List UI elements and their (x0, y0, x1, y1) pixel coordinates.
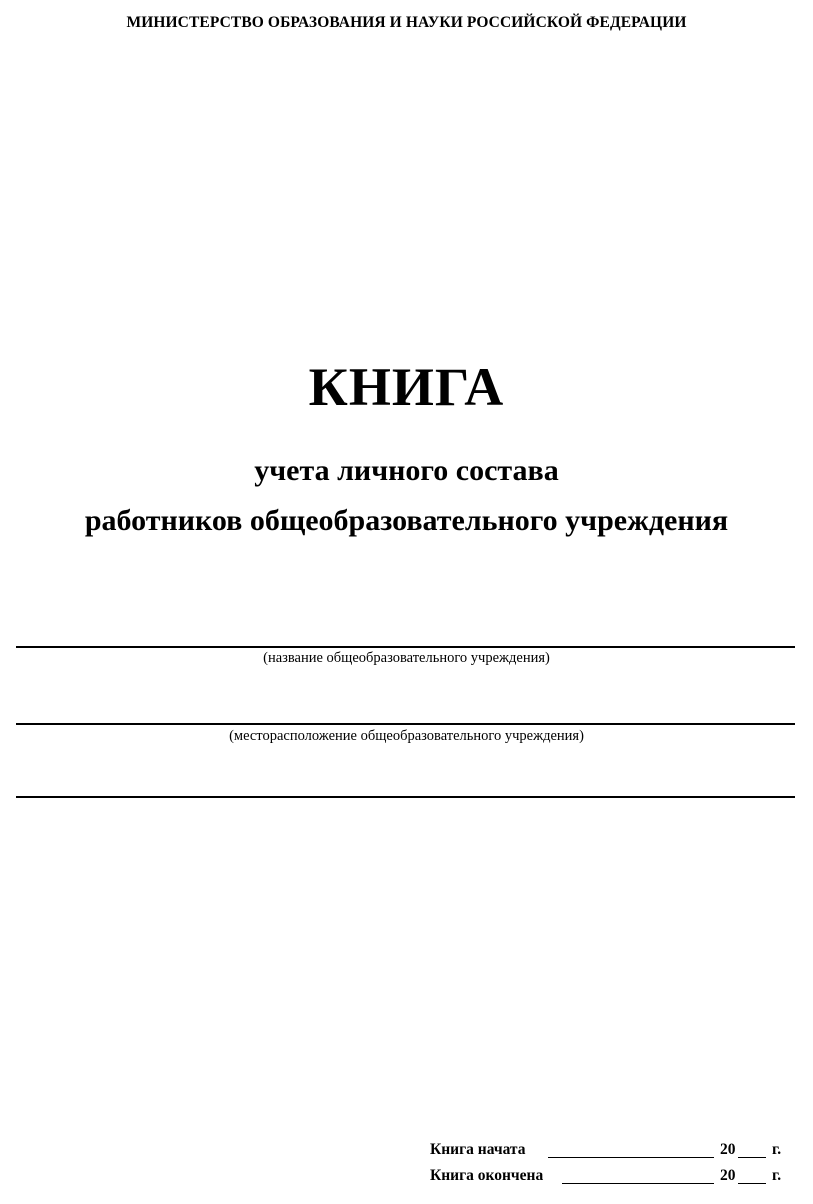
institution-location-line (16, 723, 795, 725)
book-finished-date-line (562, 1183, 714, 1184)
book-finished-year-prefix: 20 (720, 1167, 736, 1184)
book-started-year-suffix: г. (772, 1141, 782, 1158)
extra-fill-line (16, 796, 795, 798)
book-finished-year-line (738, 1183, 766, 1184)
book-finished-row (430, 1168, 800, 1188)
book-subtitle-line-2: работников общеобразовательного учреждения (84, 504, 729, 537)
institution-name-line (16, 646, 795, 648)
book-started-year-line (738, 1157, 766, 1158)
book-subtitle-line-1: учета личного состава (254, 454, 559, 487)
ministry-header: МИНИСТЕРСТВО ОБРАЗОВАНИЯ И НАУКИ РОССИЙСКОЙ ФЕДЕРАЦИИ (126, 14, 687, 31)
book-finished-label: Книга окончена (430, 1167, 544, 1184)
book-title: КНИГА (308, 357, 505, 417)
book-started-row (430, 1142, 800, 1162)
institution-name-caption: (название общеобразовательного учреждения) (263, 650, 550, 666)
institution-location-caption: (месторасположение общеобразовательного учреждения) (229, 728, 584, 744)
book-started-year-prefix: 20 (720, 1141, 736, 1158)
book-started-label: Книга начата (430, 1141, 526, 1158)
book-finished-year-suffix: г. (772, 1167, 782, 1184)
book-started-date-line (548, 1157, 714, 1158)
